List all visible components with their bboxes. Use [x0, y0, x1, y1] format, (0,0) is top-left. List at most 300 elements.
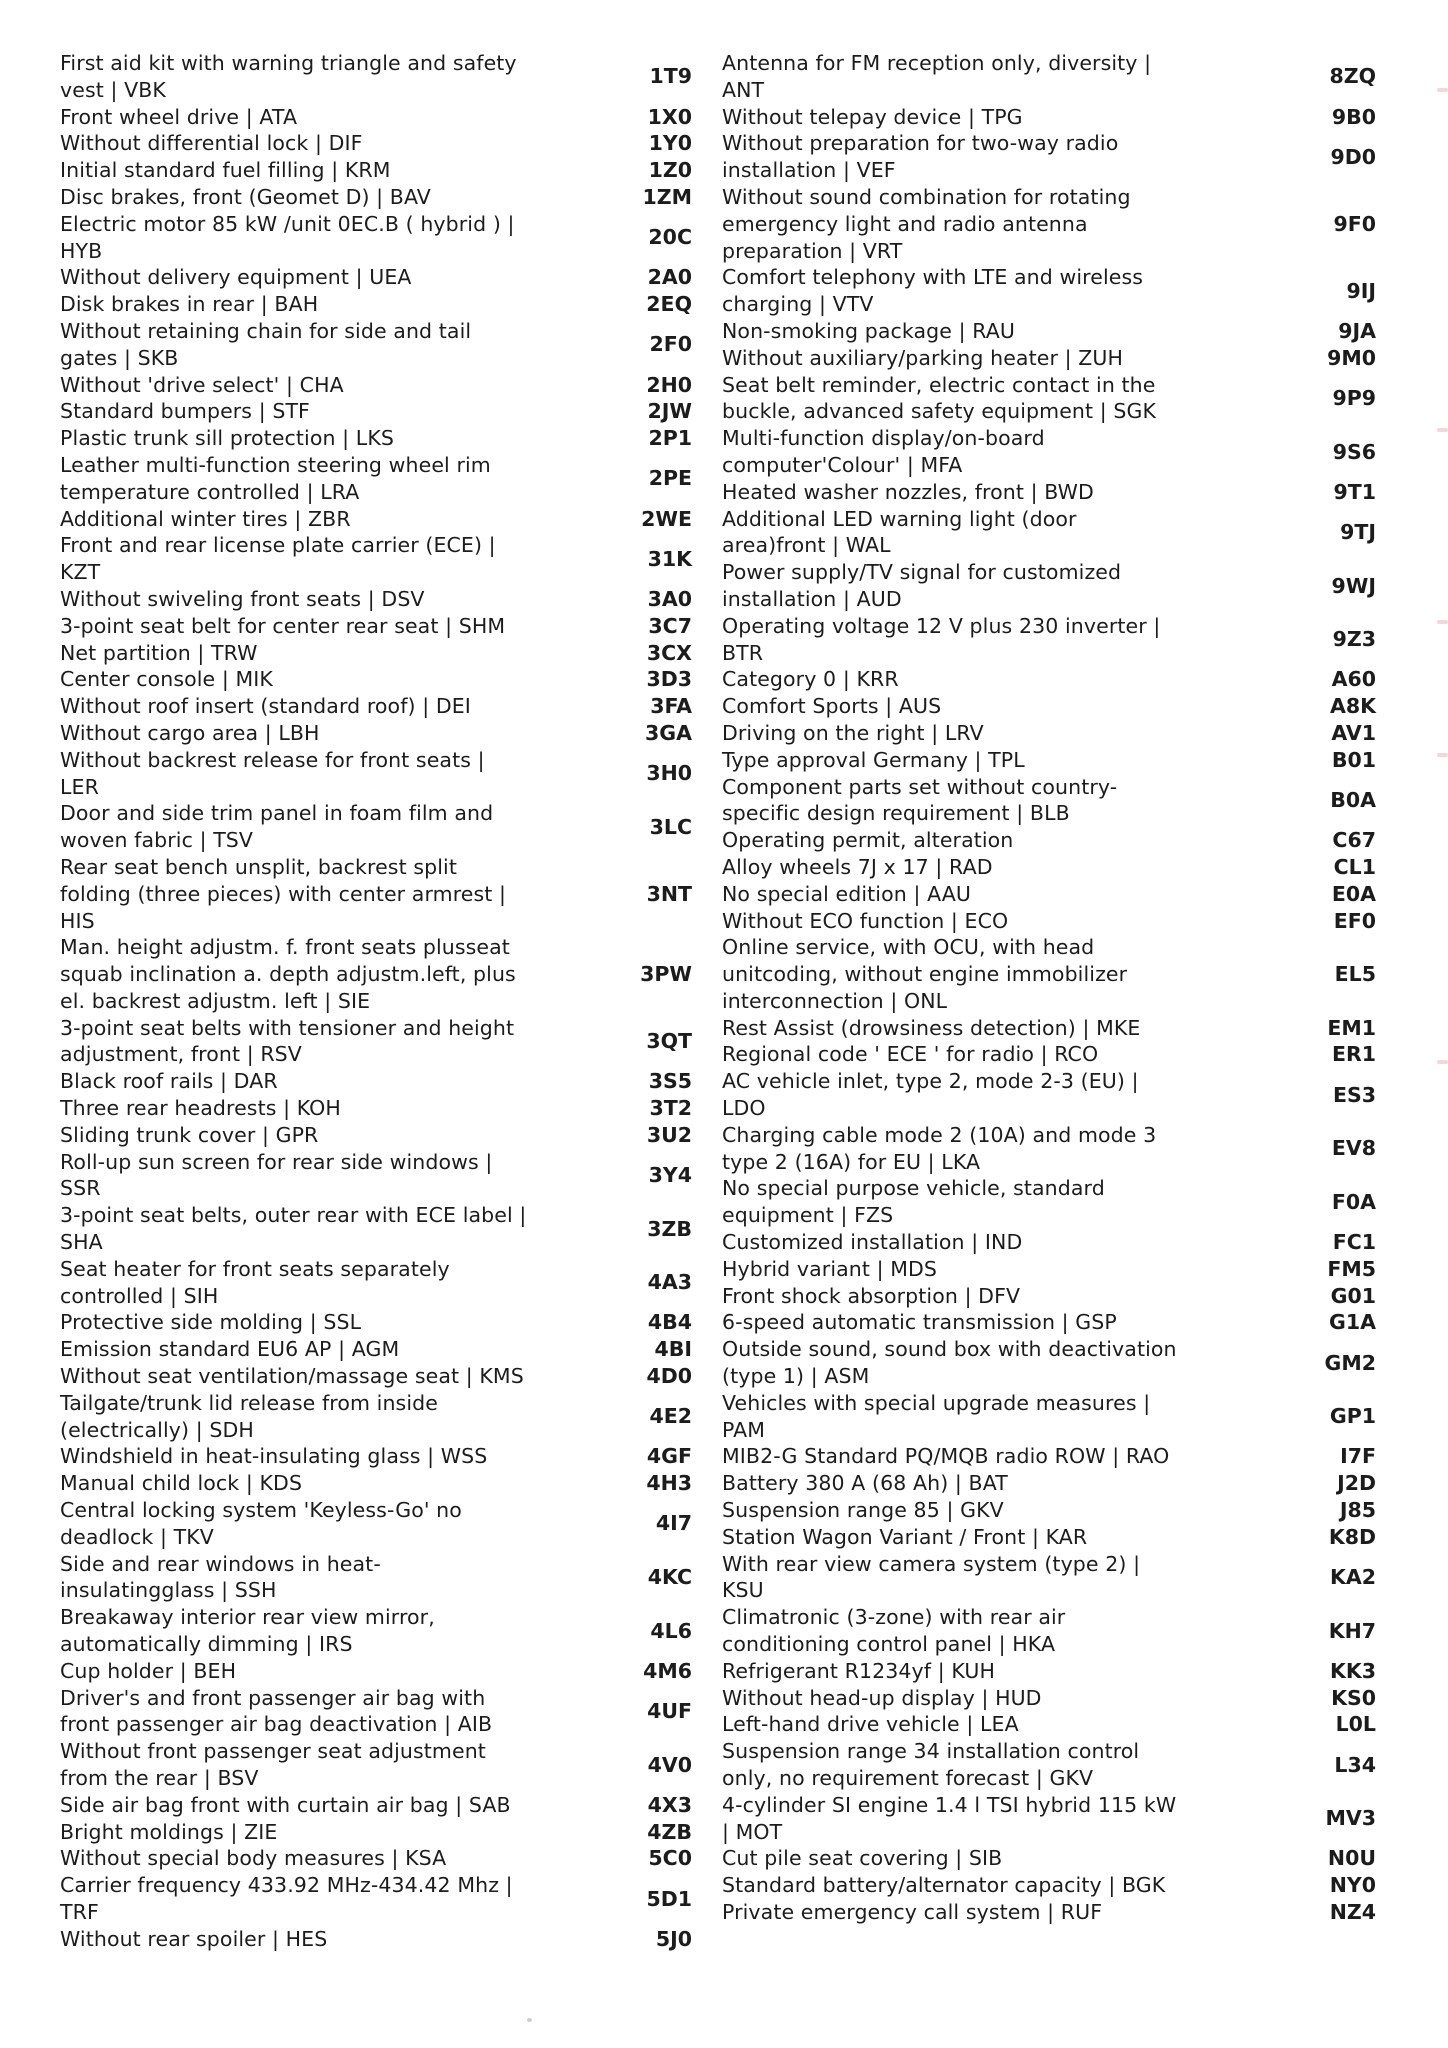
- equipment-code: 3FA: [650, 694, 692, 719]
- equipment-code: 3PW: [640, 962, 692, 987]
- equipment-row: [722, 1443, 1376, 1470]
- equipment-code: 1Z0: [648, 158, 692, 183]
- edge-mark: [1437, 1060, 1448, 1064]
- equipment-description: Comfort Sports | AUS: [722, 694, 942, 719]
- equipment-row: [722, 1524, 1376, 1551]
- equipment-description: Online service, with OCU, with head unitcoding, without engine immobilizer interconnection | ONL: [722, 935, 1128, 1013]
- equipment-description: Seat belt reminder, electric contact in the buckle, advanced safety equipment | SGK: [722, 372, 1157, 424]
- equipment-description: Without front passenger seat adjustment from the rear | BSV: [60, 1739, 486, 1790]
- equipment-row: [722, 1738, 1376, 1792]
- equipment-row: [60, 1604, 692, 1658]
- equipment-code: CL1: [1333, 854, 1376, 879]
- equipment-code: 4UF: [647, 1699, 692, 1723]
- equipment-row: [722, 1792, 1376, 1846]
- equipment-description: With rear view camera system (type 2) | KSU: [722, 1551, 1141, 1603]
- equipment-row: [722, 1470, 1376, 1497]
- equipment-row: [60, 800, 692, 854]
- equipment-description: Without delivery equipment | UEA: [60, 265, 412, 290]
- equipment-code: 2PE: [648, 466, 692, 491]
- equipment-description: Non-smoking package | RAU: [722, 318, 1015, 343]
- equipment-description: Manual child lock | KDS: [60, 1471, 303, 1496]
- equipment-description: Suspension range 85 | GKV: [722, 1498, 1004, 1523]
- equipment-row: [60, 211, 692, 265]
- equipment-code: EM1: [1327, 1015, 1376, 1040]
- equipment-description: 6-speed automatic transmission | GSP: [722, 1310, 1117, 1335]
- equipment-code: 4A3: [647, 1270, 692, 1295]
- equipment-code: G01: [1330, 1283, 1376, 1308]
- equipment-row: [722, 184, 1376, 264]
- equipment-code: NZ4: [1329, 1899, 1376, 1924]
- equipment-description: Electric motor 85 kW /unit 0EC.B ( hybrid ) | HYB: [60, 211, 515, 263]
- edge-mark: [1437, 753, 1448, 757]
- equipment-code: 9P9: [1332, 385, 1376, 410]
- equipment-code: AV1: [1331, 720, 1376, 745]
- equipment-code: 9T1: [1333, 479, 1376, 504]
- equipment-description: Component parts set without country-specific design requirement | BLB: [722, 774, 1118, 826]
- equipment-description: Black roof rails | DAR: [60, 1069, 278, 1094]
- equipment-code: 3U2: [646, 1122, 692, 1147]
- equipment-code: L34: [1334, 1752, 1376, 1777]
- equipment-row: [722, 747, 1376, 774]
- equipment-description: Side air bag front with curtain air bag | SAB: [60, 1792, 511, 1817]
- equipment-row: [722, 1068, 1376, 1122]
- equipment-row: [722, 1175, 1376, 1229]
- equipment-code: 3T2: [649, 1096, 692, 1121]
- equipment-code: 9S6: [1332, 439, 1376, 464]
- equipment-code: KA2: [1329, 1565, 1376, 1590]
- equipment-row: [60, 130, 692, 157]
- equipment-row: [60, 613, 692, 640]
- equipment-row: [722, 345, 1376, 372]
- equipment-code: N0U: [1327, 1846, 1376, 1871]
- equipment-description: Antenna for FM reception only, diversity | ANT: [722, 51, 1152, 102]
- equipment-description: 3-point seat belts with tensioner and height adjustment, front | RSV: [60, 1015, 515, 1067]
- equipment-code: 4E2: [649, 1404, 692, 1429]
- equipment-row: [722, 1497, 1376, 1524]
- equipment-row: [722, 1711, 1376, 1738]
- equipment-code: 4B4: [647, 1310, 692, 1335]
- equipment-description: Without telepay device | TPG: [722, 104, 1023, 129]
- equipment-description: Door and side trim panel in foam film and woven fabric | TSV: [60, 801, 494, 853]
- equipment-description: Without auxiliary/parking heater | ZUH: [722, 345, 1123, 370]
- equipment-code: L0L: [1335, 1712, 1376, 1737]
- equipment-code: KS0: [1331, 1685, 1376, 1710]
- equipment-row: [722, 1658, 1376, 1685]
- equipment-code: 4ZB: [647, 1819, 692, 1844]
- equipment-row: [722, 827, 1376, 854]
- equipment-row: [60, 1443, 692, 1470]
- equipment-code: 3C7: [648, 613, 692, 638]
- equipment-row: [60, 720, 692, 747]
- equipment-code: 5D1: [646, 1886, 692, 1911]
- equipment-description: Side and rear windows in heat-insulatingglass | SSH: [60, 1551, 381, 1603]
- equipment-description: Additional winter tires | ZBR: [60, 506, 351, 531]
- equipment-row: [60, 532, 692, 586]
- equipment-code: EF0: [1333, 908, 1376, 933]
- equipment-row: [60, 291, 692, 318]
- equipment-code: EV8: [1331, 1136, 1376, 1161]
- equipment-description: Standard bumpers | STF: [60, 399, 310, 424]
- equipment-description: Center console | MIK: [60, 667, 273, 692]
- equipment-code: 31K: [647, 546, 692, 571]
- equipment-description: Front shock absorption | DFV: [722, 1283, 1021, 1308]
- equipment-row: [722, 479, 1376, 506]
- equipment-code: 9M0: [1327, 345, 1376, 370]
- equipment-list-document: [60, 50, 1376, 1953]
- equipment-description: Bright moldings | ZIE: [60, 1819, 278, 1844]
- equipment-code: 2A0: [647, 265, 692, 290]
- equipment-code: GP1: [1329, 1404, 1376, 1429]
- equipment-column-left: [60, 50, 692, 1953]
- equipment-code: 9B0: [1331, 104, 1376, 129]
- equipment-description: Comfort telephony with LTE and wireless charging | VTV: [722, 265, 1144, 317]
- equipment-description: Without sound combination for rotating emergency light and radio antenna preparation | VRT: [722, 184, 1131, 263]
- equipment-row: [722, 774, 1376, 828]
- equipment-description: Operating permit, alteration: [722, 828, 1014, 853]
- equipment-row: [60, 693, 692, 720]
- equipment-description: Alloy wheels 7J x 17 | RAD: [722, 854, 993, 879]
- equipment-description: Central locking system 'Keyless-Go' no deadlock | TKV: [60, 1498, 462, 1549]
- equipment-code: C67: [1332, 828, 1376, 853]
- equipment-description: 4-cylinder SI engine 1.4 l TSI hybrid 115 kW | MOT: [722, 1792, 1177, 1844]
- equipment-code: EL5: [1334, 962, 1376, 987]
- equipment-row: [60, 1792, 692, 1819]
- equipment-description: Left-hand drive vehicle | LEA: [722, 1712, 1019, 1737]
- equipment-description: Three rear headrests | KOH: [60, 1096, 341, 1121]
- equipment-row: [722, 720, 1376, 747]
- equipment-row: [722, 506, 1376, 560]
- equipment-row: [722, 318, 1376, 345]
- equipment-row: [60, 372, 692, 399]
- equipment-description: Without ECO function | ECO: [722, 908, 1009, 933]
- equipment-row: [60, 640, 692, 667]
- equipment-row: [60, 1256, 692, 1310]
- equipment-row: [60, 104, 692, 131]
- equipment-row: [60, 1309, 692, 1336]
- equipment-row: [722, 104, 1376, 131]
- equipment-code: MV3: [1325, 1806, 1376, 1831]
- equipment-code: 3LC: [649, 814, 692, 839]
- equipment-description: Without differential lock | DIF: [60, 131, 363, 156]
- equipment-row: [60, 398, 692, 425]
- equipment-row: [722, 1309, 1376, 1336]
- equipment-row: [60, 264, 692, 291]
- equipment-row: [722, 1390, 1376, 1444]
- equipment-description: Heated washer nozzles, front | BWD: [722, 479, 1094, 504]
- equipment-description: Driver's and front passenger air bag with front passenger air bag deactivation | AIB: [60, 1685, 493, 1737]
- equipment-description: Charging cable mode 2 (10A) and mode 3 type 2 (16A) for EU | LKA: [722, 1122, 1157, 1174]
- equipment-code: KK3: [1329, 1658, 1376, 1683]
- equipment-description: Protective side molding | SSL: [60, 1310, 362, 1335]
- equipment-row: [60, 1122, 692, 1149]
- equipment-code: G1A: [1329, 1310, 1376, 1335]
- equipment-code: FC1: [1332, 1230, 1376, 1255]
- equipment-code: 2JW: [647, 399, 692, 424]
- equipment-row: [60, 1685, 692, 1739]
- equipment-row: [60, 1015, 692, 1069]
- equipment-row: [722, 425, 1376, 479]
- equipment-description: Regional code ' ECE ' for radio | RCO: [722, 1042, 1099, 1067]
- equipment-description: Outside sound, sound box with deactivation (type 1) | ASM: [722, 1337, 1177, 1389]
- equipment-description: Station Wagon Variant / Front | KAR: [722, 1524, 1088, 1549]
- equipment-description: Cut pile seat covering | SIB: [722, 1846, 1003, 1871]
- equipment-description: Battery 380 A (68 Ah) | BAT: [722, 1471, 1008, 1496]
- equipment-description: First aid kit with warning triangle and safety vest | VBK: [60, 51, 517, 102]
- equipment-description: AC vehicle inlet, type 2, mode 2-3 (EU) | LDO: [722, 1069, 1139, 1121]
- equipment-row: [722, 1041, 1376, 1068]
- equipment-code: 2WE: [641, 506, 692, 531]
- equipment-row: [722, 130, 1376, 184]
- equipment-code: 9Z3: [1332, 627, 1376, 652]
- equipment-description: Disk brakes in rear | BAH: [60, 292, 319, 317]
- equipment-row: [60, 1819, 692, 1846]
- equipment-code: ER1: [1331, 1042, 1376, 1067]
- equipment-description: Without cargo area | LBH: [60, 720, 320, 745]
- equipment-row: [60, 747, 692, 801]
- equipment-description: Windshield in heat-insulating glass | WSS: [60, 1444, 488, 1469]
- equipment-description: Category 0 | KRR: [722, 667, 899, 692]
- equipment-row: [722, 50, 1376, 104]
- equipment-code: 4KC: [647, 1565, 692, 1590]
- edge-mark: [1437, 620, 1448, 624]
- equipment-row: [722, 1899, 1376, 1926]
- equipment-description: No special edition | AAU: [722, 881, 971, 906]
- equipment-code: 4V0: [647, 1752, 692, 1777]
- edge-mark: [1437, 428, 1448, 432]
- equipment-code: 9JA: [1338, 318, 1376, 343]
- equipment-description: Sliding trunk cover | GPR: [60, 1122, 319, 1147]
- equipment-code: 3QT: [646, 1029, 692, 1054]
- equipment-description: Additional LED warning light (door area)front | WAL: [722, 506, 1077, 558]
- equipment-code: J85: [1339, 1498, 1376, 1523]
- equipment-description: Leather multi-function steering wheel rim temperature controlled | LRA: [60, 452, 491, 504]
- equipment-description: Standard battery/alternator capacity | BGK: [722, 1873, 1166, 1898]
- equipment-description: 3-point seat belts, outer rear with ECE label | SHA: [60, 1203, 527, 1255]
- equipment-row: [60, 1497, 692, 1551]
- equipment-row: [60, 1470, 692, 1497]
- equipment-row: [60, 157, 692, 184]
- equipment-code: 1ZM: [642, 184, 692, 209]
- equipment-description: Cup holder | BEH: [60, 1658, 237, 1683]
- equipment-code: 3H0: [646, 761, 692, 786]
- equipment-code: 3CX: [646, 640, 692, 665]
- equipment-code: 3D3: [646, 667, 692, 692]
- equipment-row: [60, 425, 692, 452]
- equipment-description: Front wheel drive | ATA: [60, 104, 298, 129]
- equipment-row: [60, 1095, 692, 1122]
- equipment-code: ES3: [1332, 1082, 1376, 1107]
- scan-speck: [527, 2018, 532, 2022]
- equipment-code: 2EQ: [646, 292, 692, 317]
- equipment-row: [722, 881, 1376, 908]
- equipment-row: [60, 1658, 692, 1685]
- equipment-description: Seat heater for front seats separately controlled | SIH: [60, 1256, 450, 1308]
- equipment-code: A60: [1331, 667, 1376, 692]
- equipment-row: [722, 693, 1376, 720]
- equipment-description: Driving on the right | LRV: [722, 720, 984, 745]
- equipment-code: E0A: [1331, 881, 1376, 906]
- equipment-code: 1T9: [649, 64, 692, 89]
- equipment-row: [60, 506, 692, 533]
- equipment-row: [60, 1068, 692, 1095]
- equipment-code: 3ZB: [647, 1216, 692, 1241]
- equipment-code: 4M6: [643, 1658, 692, 1683]
- equipment-description: Without swiveling front seats | DSV: [60, 586, 425, 611]
- equipment-description: Rear seat bench unsplit, backrest split folding (three pieces) with center armrest | HIS: [60, 854, 507, 933]
- equipment-row: [722, 908, 1376, 935]
- equipment-description: Without backrest release for front seats | LER: [60, 747, 485, 799]
- equipment-code: 2H0: [646, 372, 692, 397]
- equipment-description: Initial standard fuel filling | KRM: [60, 158, 391, 183]
- equipment-code: I7F: [1340, 1444, 1376, 1469]
- equipment-description: Roll-up sun screen for rear side windows | SSR: [60, 1149, 493, 1201]
- equipment-code: 4I7: [655, 1511, 692, 1536]
- equipment-code: 9IJ: [1346, 278, 1376, 303]
- equipment-row: [60, 452, 692, 506]
- equipment-code: A8K: [1329, 694, 1376, 719]
- equipment-description: Tailgate/trunk lid release from inside (electrically) | SDH: [60, 1390, 438, 1442]
- equipment-code: 4H3: [646, 1471, 692, 1496]
- equipment-description: No special purpose vehicle, standard equipment | FZS: [722, 1176, 1105, 1228]
- equipment-row: [722, 1015, 1376, 1042]
- equipment-row: [60, 854, 692, 934]
- equipment-row: [722, 1283, 1376, 1310]
- equipment-code: 1Y0: [648, 131, 692, 156]
- equipment-code: 4GF: [646, 1444, 692, 1469]
- equipment-code: 3A0: [647, 586, 692, 611]
- equipment-description: Man. height adjustm. f. front seats plusseat squab inclination a. depth adjustm.left, plus el. backrest adjustm. left | SIE: [60, 935, 516, 1013]
- equipment-row: [722, 1256, 1376, 1283]
- equipment-code: F0A: [1331, 1189, 1376, 1214]
- equipment-description: Climatronic (3-zone) with rear air conditioning control panel | HKA: [722, 1605, 1066, 1657]
- equipment-description: Suspension range 34 installation control only, no requirement forecast | GKV: [722, 1739, 1140, 1790]
- equipment-row: [60, 1336, 692, 1363]
- equipment-row: [722, 1845, 1376, 1872]
- equipment-code: 4X3: [647, 1792, 692, 1817]
- equipment-description: Without preparation for two-way radio installation | VEF: [722, 131, 1119, 183]
- equipment-code: 8ZQ: [1329, 64, 1376, 89]
- equipment-row: [722, 1685, 1376, 1712]
- equipment-code: 4L6: [650, 1618, 692, 1643]
- equipment-row: [60, 1202, 692, 1256]
- equipment-row: [722, 1604, 1376, 1658]
- equipment-description: Type approval Germany | TPL: [722, 747, 1025, 772]
- equipment-code: 2F0: [649, 332, 692, 357]
- equipment-row: [722, 1872, 1376, 1899]
- equipment-description: Rest Assist (drowsiness detection) | MKE: [722, 1015, 1141, 1040]
- equipment-description: Power supply/TV signal for customized installation | AUD: [722, 560, 1122, 611]
- equipment-code: 3GA: [645, 720, 692, 745]
- equipment-code: 4D0: [646, 1364, 692, 1389]
- equipment-row: [722, 934, 1376, 1014]
- equipment-row: [60, 1845, 692, 1872]
- equipment-code: 3NT: [646, 881, 692, 906]
- equipment-description: Without special body measures | KSA: [60, 1846, 447, 1871]
- equipment-description: Customized installation | IND: [722, 1230, 1023, 1255]
- equipment-row: [722, 1336, 1376, 1390]
- equipment-code: 20C: [648, 225, 692, 250]
- equipment-code: 3Y4: [648, 1163, 692, 1188]
- equipment-row: [722, 264, 1376, 318]
- equipment-row: [722, 559, 1376, 613]
- equipment-code: 2P1: [648, 426, 692, 451]
- equipment-row: [722, 1551, 1376, 1605]
- equipment-row: [722, 854, 1376, 881]
- equipment-code: 9TJ: [1340, 519, 1376, 544]
- equipment-description: Without 'drive select' | CHA: [60, 372, 344, 397]
- equipment-description: Multi-function display/on-board computer'Colour' | MFA: [722, 426, 1045, 477]
- equipment-row: [60, 50, 692, 104]
- equipment-code: B01: [1331, 747, 1376, 772]
- equipment-description: Front and rear license plate carrier (ECE) | KZT: [60, 533, 496, 585]
- equipment-description: Net partition | TRW: [60, 640, 258, 665]
- equipment-row: [60, 1926, 692, 1953]
- equipment-description: Hybrid variant | MDS: [722, 1256, 938, 1281]
- equipment-row: [60, 1738, 692, 1792]
- equipment-code: GM2: [1324, 1350, 1376, 1375]
- equipment-row: [60, 1872, 692, 1926]
- equipment-description: Private emergency call system | RUF: [722, 1899, 1103, 1924]
- equipment-description: Without seat ventilation/massage seat | KMS: [60, 1364, 524, 1389]
- equipment-description: Without retaining chain for side and tail gates | SKB: [60, 318, 472, 370]
- equipment-description: Without roof insert (standard roof) | DEI: [60, 694, 471, 719]
- equipment-row: [60, 666, 692, 693]
- equipment-row: [60, 934, 692, 1014]
- equipment-code: 4BI: [654, 1337, 692, 1362]
- equipment-row: [60, 318, 692, 372]
- equipment-description: Carrier frequency 433.92 MHz-434.42 Mhz | TRF: [60, 1873, 513, 1924]
- equipment-code: 5C0: [648, 1846, 692, 1871]
- equipment-code: 1X0: [647, 104, 692, 129]
- equipment-description: 3-point seat belt for center rear seat | SHM: [60, 613, 506, 638]
- equipment-code: J2D: [1337, 1471, 1376, 1496]
- equipment-column-right: [722, 50, 1376, 1953]
- equipment-code: 9F0: [1333, 211, 1376, 236]
- equipment-row: [60, 1149, 692, 1203]
- equipment-code: FM5: [1327, 1256, 1376, 1281]
- equipment-row: [722, 372, 1376, 426]
- equipment-description: Without head-up display | HUD: [722, 1685, 1042, 1710]
- equipment-row: [722, 1229, 1376, 1256]
- equipment-code: 9D0: [1330, 144, 1376, 169]
- equipment-description: Disc brakes, front (Geomet D) | BAV: [60, 184, 431, 209]
- equipment-code: 3S5: [648, 1069, 692, 1094]
- equipment-description: Plastic trunk sill protection | LKS: [60, 426, 394, 451]
- equipment-row: [60, 1390, 692, 1444]
- equipment-row: [60, 586, 692, 613]
- equipment-code: K8D: [1328, 1524, 1376, 1549]
- equipment-description: Emission standard EU6 AP | AGM: [60, 1337, 400, 1362]
- equipment-row: [722, 1122, 1376, 1176]
- equipment-row: [722, 666, 1376, 693]
- equipment-row: [60, 184, 692, 211]
- equipment-description: Without rear spoiler | HES: [60, 1926, 328, 1951]
- edge-mark: [1437, 88, 1448, 92]
- equipment-description: Breakaway interior rear view mirror, automatically dimming | IRS: [60, 1605, 435, 1657]
- equipment-code: 9WJ: [1331, 573, 1376, 598]
- equipment-description: Vehicles with special upgrade measures | PAM: [722, 1390, 1151, 1442]
- equipment-code: KH7: [1328, 1618, 1376, 1643]
- equipment-code: 5J0: [655, 1926, 692, 1951]
- equipment-row: [60, 1363, 692, 1390]
- equipment-description: Refrigerant R1234yf | KUH: [722, 1658, 995, 1683]
- equipment-description: Operating voltage 12 V plus 230 inverter | BTR: [722, 613, 1161, 665]
- equipment-row: [60, 1551, 692, 1605]
- equipment-description: MIB2-G Standard PQ/MQB radio ROW | RAO: [722, 1444, 1170, 1469]
- equipment-code: B0A: [1330, 787, 1376, 812]
- equipment-row: [722, 613, 1376, 667]
- equipment-code: NY0: [1329, 1873, 1376, 1898]
